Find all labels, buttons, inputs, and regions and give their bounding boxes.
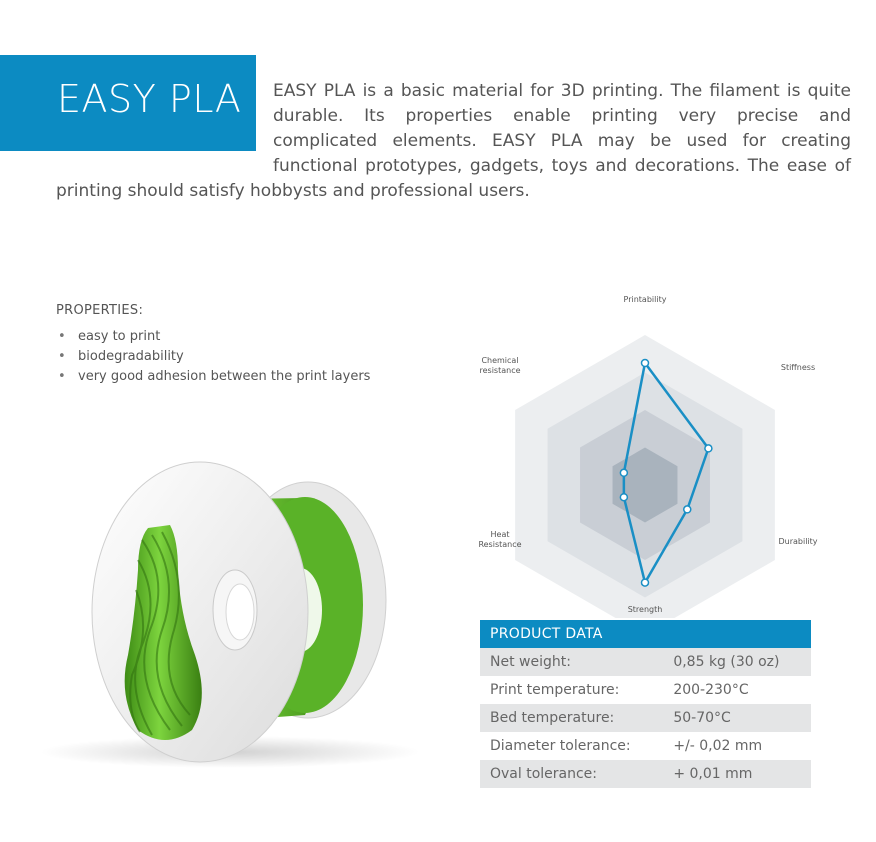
property-text: very good adhesion between the print layers bbox=[78, 369, 371, 384]
row-value: + 0,01 mm bbox=[669, 760, 811, 788]
list-item: • biodegradability bbox=[58, 349, 184, 364]
row-value: 200-230°C bbox=[669, 676, 811, 704]
product-data-title: PRODUCT DATA bbox=[480, 620, 811, 648]
radar-axis-label: Stiffness bbox=[780, 363, 816, 372]
list-item: • very good adhesion between the print layers bbox=[58, 369, 371, 384]
radar-axis-label: Chemical resistance bbox=[479, 356, 521, 375]
row-label: Oval tolerance: bbox=[480, 760, 669, 788]
property-text: biodegradability bbox=[78, 349, 184, 364]
page-title: EASY PLA bbox=[57, 77, 242, 121]
radar-point bbox=[642, 360, 649, 367]
table-row bbox=[480, 732, 811, 760]
table-row bbox=[480, 760, 811, 788]
row-label: Diameter tolerance: bbox=[480, 732, 669, 760]
radar-point bbox=[684, 506, 691, 513]
row-label: Print temperature: bbox=[480, 676, 669, 704]
properties-radar-chart bbox=[470, 288, 820, 618]
radar-point bbox=[620, 469, 627, 476]
table-row bbox=[480, 648, 811, 676]
radar-axis-label: Strength bbox=[627, 605, 663, 614]
radar-grid bbox=[515, 335, 775, 618]
table-row bbox=[480, 676, 811, 704]
list-item: • easy to print bbox=[58, 329, 161, 344]
radar-axis-label: Heat Resistance bbox=[478, 530, 522, 549]
radar-axis-label: Durability bbox=[778, 537, 818, 546]
radar-point bbox=[620, 494, 627, 501]
row-value: 50-70°C bbox=[669, 704, 811, 732]
properties-list bbox=[56, 327, 370, 387]
radar-point bbox=[705, 445, 712, 452]
intro-paragraph: EASY PLA is a basic material for 3D printing. The filament is quite durable. Its properties enable printing very precise and complicated elements. EASY PLA may be used for creating functional prototypes, gadgets, toys and decorations. The ease of printing should satisfy hobbysts and professional users. bbox=[56, 81, 851, 201]
product-data-table bbox=[480, 620, 811, 788]
radar-point bbox=[642, 579, 649, 586]
row-value: 0,85 kg (30 oz) bbox=[669, 648, 811, 676]
row-label: Bed temperature: bbox=[480, 704, 669, 732]
row-value: +/- 0,02 mm bbox=[669, 732, 811, 760]
property-text: easy to print bbox=[78, 329, 161, 344]
filament-spool-illustration bbox=[30, 440, 430, 770]
properties-label: PROPERTIES: bbox=[56, 303, 144, 318]
table-row bbox=[480, 704, 811, 732]
radar-axis-label: Printability bbox=[623, 295, 667, 304]
row-label: Net weight: bbox=[480, 648, 669, 676]
